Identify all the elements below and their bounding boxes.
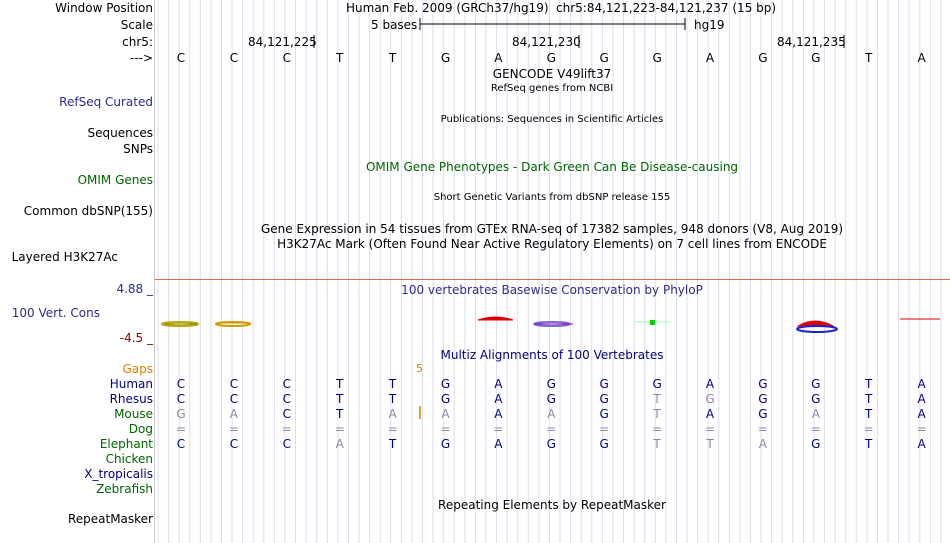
alignment-base: = bbox=[652, 422, 663, 436]
alignment-base: A bbox=[811, 407, 820, 421]
scale-bar bbox=[419, 17, 687, 31]
alignment-base: A bbox=[705, 407, 715, 421]
alignment-base: C bbox=[282, 407, 291, 421]
alignment-base: C bbox=[229, 377, 239, 391]
reference-base: G bbox=[652, 51, 662, 65]
species-label-x_tropicalis[interactable]: X_tropicalis bbox=[84, 467, 153, 481]
alignment-base: C bbox=[282, 437, 291, 451]
track-group-separator bbox=[155, 279, 950, 280]
alignment-base: T bbox=[336, 392, 344, 406]
species-label-zebrafish[interactable]: Zebrafish bbox=[96, 482, 153, 496]
alignment-base: G bbox=[652, 377, 662, 391]
conservation-graph bbox=[155, 312, 950, 338]
alignment-base: G bbox=[546, 377, 556, 391]
track-label-sequences[interactable]: Sequences bbox=[87, 126, 153, 140]
mouse-insertion-marker bbox=[418, 406, 422, 420]
alignment-base: G bbox=[546, 437, 556, 451]
cons-max-label: 4.88 _ bbox=[116, 282, 153, 296]
alignment-base: G bbox=[758, 407, 768, 421]
alignment-base: = bbox=[440, 422, 451, 436]
alignment-base: A bbox=[758, 437, 767, 451]
alignment-base: G bbox=[705, 392, 715, 406]
alignment-base: C bbox=[282, 392, 291, 406]
species-label-rhesus[interactable]: Rhesus bbox=[109, 392, 153, 406]
alignment-base: T bbox=[653, 392, 661, 406]
alignment-base: A bbox=[335, 437, 344, 451]
coord-tick-label: 84,121,230 bbox=[512, 35, 581, 49]
alignment-base: = bbox=[334, 422, 345, 436]
species-label-chicken[interactable]: Chicken bbox=[105, 452, 153, 466]
alignment-base: T bbox=[865, 437, 873, 451]
alignment-base: G bbox=[811, 437, 821, 451]
label-divider bbox=[154, 0, 155, 543]
species-label-elephant[interactable]: Elephant bbox=[99, 437, 153, 451]
alignment-base: C bbox=[176, 377, 186, 391]
alignment-base: G bbox=[811, 377, 821, 391]
alignment-base: = bbox=[863, 422, 874, 436]
alignment-base: T bbox=[388, 392, 397, 406]
alignment-base: G bbox=[546, 392, 556, 406]
coord-tick bbox=[312, 35, 316, 49]
alignment-base: G bbox=[440, 377, 451, 391]
alignment-base: T bbox=[336, 407, 344, 421]
alignment-base: G bbox=[599, 392, 609, 406]
alignment-base: A bbox=[917, 377, 926, 391]
alignment-base: A bbox=[917, 392, 926, 406]
alignment-base: T bbox=[865, 392, 873, 406]
track-label-cons[interactable]: 100 Vert. Cons bbox=[11, 306, 100, 320]
reference-base: G bbox=[758, 51, 768, 65]
track-label-snps[interactable]: SNPs bbox=[123, 142, 153, 156]
gap-count: 5 bbox=[416, 362, 423, 375]
species-label-human[interactable]: Human bbox=[109, 377, 153, 391]
alignment-base: C bbox=[229, 437, 239, 451]
alignment-base: T bbox=[388, 377, 397, 391]
window-position: chr5:84,121,223-84,121,237 (15 bp) bbox=[556, 1, 777, 15]
alignment-base: = bbox=[810, 422, 821, 436]
alignment-base: G bbox=[176, 407, 186, 421]
chrom-label: chr5: bbox=[122, 35, 153, 49]
reference-base: G bbox=[811, 51, 821, 65]
alignment-base: = bbox=[546, 422, 557, 436]
alignment-base: = bbox=[281, 422, 292, 436]
reference-base: G bbox=[440, 51, 451, 65]
reference-base: A bbox=[705, 51, 715, 65]
species-label-mouse[interactable]: Mouse bbox=[114, 407, 153, 421]
track-title-dbsnp[interactable]: Short Genetic Variants from dbSNP release 155 bbox=[433, 192, 671, 203]
track-title-h3k27ac[interactable]: H3K27Ac Mark (Often Found Near Active Regulatory Elements) on 7 cell lines from ENCODE bbox=[277, 237, 827, 251]
track-title-omim[interactable]: OMIM Gene Phenotypes - Dark Green Can Be Disease-causing bbox=[365, 160, 739, 174]
coord-tick-label: 84,121,235 bbox=[777, 35, 846, 49]
reference-base: T bbox=[336, 51, 344, 65]
scale-text: 5 bases bbox=[371, 18, 418, 32]
track-title-gtex[interactable]: Gene Expression in 54 tissues from GTEx RNA-seq of 17382 samples, 948 donors (V8, Aug 2019) bbox=[260, 222, 844, 236]
alignment-base: T bbox=[865, 377, 873, 391]
alignment-base: G bbox=[599, 377, 609, 391]
alignment-base: = bbox=[175, 422, 187, 436]
alignment-base: G bbox=[440, 437, 451, 451]
track-label-gaps[interactable]: Gaps bbox=[122, 362, 153, 376]
alignment-base: T bbox=[653, 407, 661, 421]
track-label-omim[interactable]: OMIM Genes bbox=[77, 173, 153, 187]
alignment-base: C bbox=[176, 437, 186, 451]
alignment-base: = bbox=[493, 422, 504, 436]
reference-base: A bbox=[494, 51, 503, 65]
alignment-base: C bbox=[176, 392, 186, 406]
db-name: hg19 bbox=[694, 18, 725, 32]
alignment-base: A bbox=[494, 377, 503, 391]
reference-base: T bbox=[865, 51, 873, 65]
alignment-base: C bbox=[229, 392, 239, 406]
track-title-repeatmasker[interactable]: Repeating Elements by RepeatMasker bbox=[438, 498, 666, 512]
reference-base: G bbox=[546, 51, 556, 65]
alignment-base: A bbox=[917, 407, 926, 421]
alignment-base: = bbox=[916, 422, 927, 436]
coord-tick bbox=[577, 35, 581, 49]
track-title-publications[interactable]: Publications: Sequences in Scientific Articles bbox=[440, 114, 664, 125]
cons-min-label: -4.5 _ bbox=[119, 331, 153, 345]
track-label-repeatmasker[interactable]: RepeatMasker bbox=[67, 512, 153, 526]
track-label-h3k27ac[interactable]: Layered H3K27Ac bbox=[11, 250, 118, 264]
coord-tick bbox=[842, 35, 846, 49]
alignment-base: A bbox=[917, 437, 926, 451]
alignment-base: A bbox=[229, 407, 238, 421]
alignment-base: A bbox=[547, 407, 556, 421]
alignment-base: T bbox=[865, 407, 873, 421]
window-position-label: Window Position bbox=[55, 1, 153, 15]
strand-label[interactable]: ---> bbox=[129, 51, 153, 65]
reference-base: T bbox=[388, 51, 397, 65]
alignment-base: A bbox=[494, 437, 503, 451]
track-label-dbsnp[interactable]: Common dbSNP(155) bbox=[23, 204, 153, 218]
track-title-multiz[interactable]: Multiz Alignments of 100 Vertebrates bbox=[440, 348, 664, 362]
alignment-base: A bbox=[705, 377, 715, 391]
alignment-base: A bbox=[494, 407, 503, 421]
reference-base: G bbox=[599, 51, 609, 65]
track-label-refseq[interactable]: RefSeq Curated bbox=[59, 95, 153, 109]
track-title-refseq[interactable]: RefSeq genes from NCBI bbox=[490, 83, 614, 94]
reference-base: C bbox=[282, 51, 291, 65]
alignment-base: = bbox=[599, 422, 610, 436]
reference-base: C bbox=[176, 51, 186, 65]
alignment-base: G bbox=[758, 392, 768, 406]
alignment-base: A bbox=[441, 407, 450, 421]
track-title-gencode[interactable]: GENCODE V49lift37 bbox=[492, 67, 612, 81]
species-label-dog[interactable]: Dog bbox=[128, 422, 153, 436]
alignment-base: G bbox=[811, 392, 821, 406]
alignment-base: C bbox=[282, 377, 291, 391]
scale-label: Scale bbox=[120, 18, 153, 32]
alignment-base: G bbox=[599, 437, 609, 451]
alignment-base: A bbox=[494, 392, 503, 406]
reference-base: A bbox=[917, 51, 926, 65]
alignment-base: G bbox=[599, 407, 609, 421]
alignment-base: = bbox=[228, 422, 239, 436]
alignment-base: = bbox=[704, 422, 716, 436]
alignment-base: G bbox=[440, 392, 451, 406]
alignment-base: T bbox=[653, 437, 661, 451]
assembly-name: Human Feb. 2009 (GRCh37/hg19) bbox=[346, 1, 549, 15]
coord-tick-label: 84,121,225 bbox=[248, 35, 317, 49]
alignment-base: G bbox=[758, 377, 768, 391]
alignment-base: = bbox=[387, 422, 398, 436]
alignment-base: A bbox=[388, 407, 397, 421]
alignment-base: T bbox=[388, 437, 397, 451]
alignment-base: = bbox=[757, 422, 768, 436]
alignment-base: T bbox=[336, 377, 344, 391]
alignment-base: T bbox=[706, 437, 714, 451]
reference-base: C bbox=[229, 51, 239, 65]
track-title-phylop[interactable]: 100 vertebrates Basewise Conservation by PhyloP bbox=[401, 283, 703, 297]
